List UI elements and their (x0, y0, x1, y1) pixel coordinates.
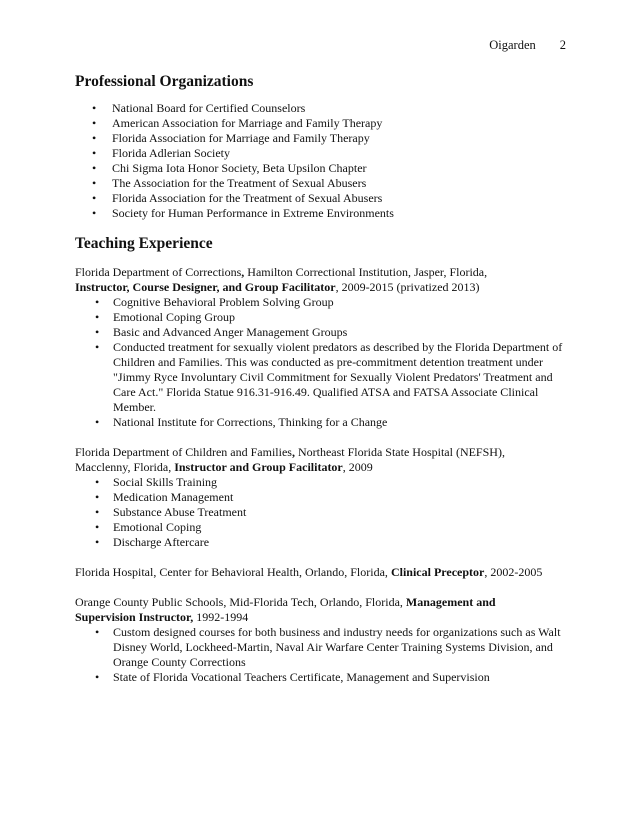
list-item: • The Association for the Treatment of Sexual Abusers (75, 176, 575, 191)
organizations-list (75, 101, 575, 221)
teaching-entry-florida-hospital (75, 565, 575, 580)
entry-role: Instructor and Group Facilitator (174, 460, 343, 474)
entry-comma: , (241, 265, 245, 279)
entry-location-2: Macclenny, Florida, (75, 460, 175, 474)
entry-org-line (75, 265, 575, 280)
entry-role: Clinical Preceptor (390, 565, 485, 579)
entry-duties-list (93, 475, 575, 550)
entry-org: Florida Department of Corrections (75, 265, 242, 279)
list-item: • Florida Adlerian Society (75, 146, 575, 161)
entry-role-line (75, 610, 575, 625)
teaching-entry-children-families (75, 445, 575, 550)
list-item: • National Institute for Corrections, Thinking for a Change (93, 415, 575, 430)
entry-dates: , 2009-2015 (privatized 2013) (335, 280, 480, 294)
entry-role-part-2: Supervision Instructor, (75, 610, 194, 624)
document-body (75, 73, 575, 685)
list-item: • Discharge Aftercare (93, 535, 575, 550)
entry-org: Florida Department of Children and Families (75, 445, 292, 459)
section-heading-teaching-experience: Teaching Experience (75, 235, 213, 252)
section-heading-professional-organizations: Professional Organizations (75, 73, 254, 90)
list-item: • American Association for Marriage and Family Therapy (75, 116, 575, 131)
list-item: • Florida Association for the Treatment of Sexual Abusers (75, 191, 575, 206)
list-item: • Conducted treatment for sexually violent predators as described by the Florida Department of Children and Families. This was conducted as pre-commitment detention treatment under "Jimmy Ryce Involuntary Civil Commitment for Sexually Violent Predators' Treatment and Care Act." Florida Statue 916.31-916.49. Qualified ATSA and FATSA Associate Clinical Member. (93, 340, 575, 415)
entry-dates: , 2009 (342, 460, 373, 474)
list-item: • Medication Management (93, 490, 575, 505)
teaching-entry-corrections (75, 265, 575, 430)
entry-comma: , (291, 445, 295, 459)
entry-org-line (75, 565, 575, 580)
list-item: • Emotional Coping Group (93, 310, 575, 325)
entry-org-line (75, 445, 575, 460)
list-item: • Custom designed courses for both business and industry needs for organizations such as Walt Disney World, Lockheed-Martin, Naval Air Warfare Center Training Systems Division, and Orange County Corrections (93, 625, 575, 670)
list-item: • Substance Abuse Treatment (93, 505, 575, 520)
teaching-entry-orange-county (75, 595, 575, 685)
entry-org: Florida Hospital, Center for Behavioral Health, Orlando, Florida, (75, 565, 391, 579)
list-item: • Chi Sigma Iota Honor Society, Beta Upsilon Chapter (75, 161, 575, 176)
entry-role-line (75, 460, 575, 475)
list-item: • Basic and Advanced Anger Management Groups (93, 325, 575, 340)
header-name: Oigarden (489, 38, 536, 52)
entry-role-part-1: Management and (405, 595, 496, 609)
list-item: • National Board for Certified Counselors (75, 101, 575, 116)
page-header (489, 38, 566, 53)
list-item: • Cognitive Behavioral Problem Solving Group (93, 295, 575, 310)
list-item: • Emotional Coping (93, 520, 575, 535)
entry-role: Instructor, Course Designer, and Group Facilitator (75, 280, 336, 294)
list-item: • Social Skills Training (93, 475, 575, 490)
entry-dates: 1992-1994 (193, 610, 249, 624)
list-item: • State of Florida Vocational Teachers Certificate, Management and Supervision (93, 670, 575, 685)
entry-location: Hamilton Correctional Institution, Jasper, Florida, (244, 265, 488, 279)
list-item: • Florida Association for Marriage and Family Therapy (75, 131, 575, 146)
entry-location: Northeast Florida State Hospital (NEFSH), (294, 445, 505, 459)
entry-dates: , 2002-2005 (484, 565, 543, 579)
list-item: • Society for Human Performance in Extreme Environments (75, 206, 575, 221)
entry-org: Orange County Public Schools, Mid-Florida Tech, Orlando, Florida, (75, 595, 406, 609)
entry-duties-list (93, 295, 575, 430)
entry-org-line (75, 595, 575, 610)
page-number: 2 (559, 38, 566, 52)
entry-role-line (75, 280, 575, 295)
entry-duties-list (93, 625, 575, 685)
